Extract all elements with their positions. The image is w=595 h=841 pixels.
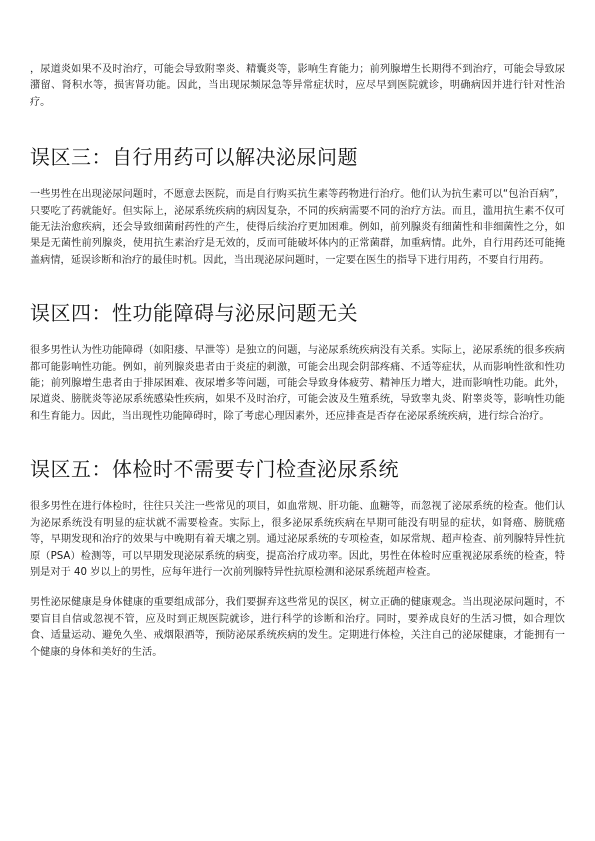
section-paragraph-myth-5: 很多男性在进行体检时，往往只关注一些常见的项目，如血常规、肝功能、血糖等，而忽视了泌尿系统的检查。他们认为泌尿系统没有明显的症状就不需要检查。实际上，很多泌尿系统疾病在早期可能没有明显的症状，如肾癌、膀胱癌等，早期发现和治疗的效果与中晚期有着天壤之别。通过泌尿系统的专项检查，如尿常规、超声检查、前列腺特异性抗原（PSA）检测等，可以早期发现泌尿系统的病变，提高治疗成功率。因此，男性在体检时应重视泌尿系统的检查，特别是对于 40 岁以上的男性，应每年进行一次前列腺特异性抗原检测和泌尿系统超声检查。 [30, 501, 565, 578]
section-paragraph-myth-3: 一些男性在出现泌尿问题时，不愿意去医院，而是自行购买抗生素等药物进行治疗。他们认为抗生素可以“包治百病”，只要吃了药就能好。但实际上，泌尿系统疾病的病因复杂，不同的疾病需要不同的治疗方法。而且，滥用抗生素不仅可能无法治愈疾病，还会导致细菌耐药性的产生，使得后续治疗更加困难。例如，前列腺炎有细菌性和非细菌性之分，如果是无菌性前列腺炎，使用抗生素治疗是无效的，反而可能破坏体内的正常菌群，加重病情。此外，自行用药还可能掩盖病情，延误诊断和治疗的最佳时机。因此，当出现泌尿问题时，一定要在医生的指导下进行用药，不要自行用药。 [30, 189, 565, 266]
document-page [30, 62, 565, 661]
section-heading-myth-3: 误区三：自行用药可以解决泌尿问题 [30, 145, 358, 170]
closing-paragraph: 男性泌尿健康是身体健康的重要组成部分，我们要摒弃这些常见的误区，树立正确的健康观念。当出现泌尿问题时，不要盲目自信或忽视不管，应及时到正规医院就诊，进行科学的诊断和治疗。同时，要养成良好的生活习惯，如合理饮食、适量运动、避免久坐、戒烟限酒等，预防泌尿系统疾病的发生。定期进行体检，关注自己的泌尿健康，才能拥有一个健康的身体和美好的生活。 [30, 597, 565, 658]
section-heading-myth-5: 误区五：体检时不需要专门检查泌尿系统 [30, 457, 399, 482]
intro-paragraph: ，尿道炎如果不及时治疗，可能会导致附睾炎、精囊炎等，影响生育能力；前列腺增生长期得不到治疗，可能会导致尿潴留、肾积水等，损害肾功能。因此，当出现尿频尿急等异常症状时，应尽早到医院就诊，明确病因并进行针对性治疗。 [30, 64, 565, 108]
section-paragraph-myth-4: 很多男性认为性功能障碍（如阳痿、早泄等）是独立的问题，与泌尿系统疾病没有关系。实际上，泌尿系统的很多疾病都可能影响性功能。例如，前列腺炎患者由于炎症的刺激，可能会出现会阴部疼痛、不适等症状，从而影响性欲和性功能；前列腺增生患者由于排尿困难、夜尿增多等问题，可能会导致身体疲劳、精神压力增大，进而影响性功能。此外，尿道炎、膀胱炎等泌尿系统感染性疾病，如果不及时治疗，可能会波及生殖系统，导致睾丸炎、附睾炎等，影响性功能和生育能力。因此，当出现性功能障碍时，除了考虑心理因素外，还应排查是否存在泌尿系统疾病，进行综合治疗。 [30, 345, 565, 422]
section-heading-myth-4: 误区四：性功能障碍与泌尿问题无关 [30, 301, 358, 326]
